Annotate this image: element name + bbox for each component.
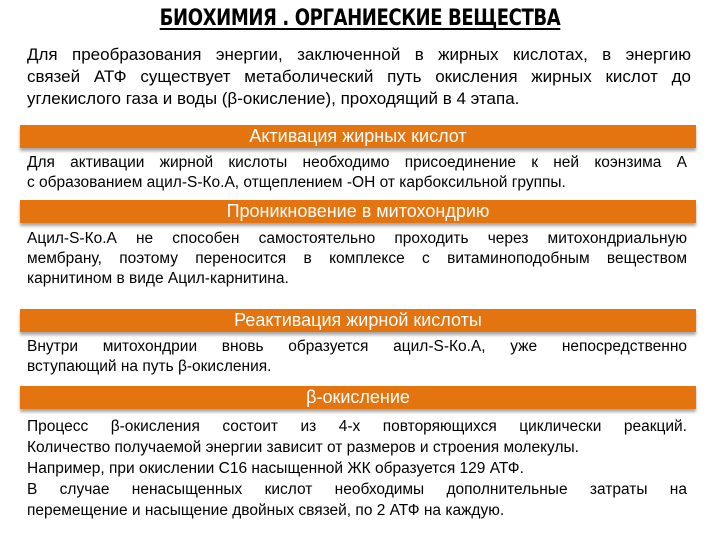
text-line: перемещение и насыщение двойных связей, по 2 АТФ на каждую.	[27, 502, 505, 519]
intro-paragraph	[27, 44, 691, 110]
text-line: Количество получаемой энергии зависит от размеров и строения молекулы.	[27, 439, 579, 456]
section-text-beta-oxidation	[27, 416, 687, 521]
section-text-activation	[27, 153, 687, 193]
intro-line: Для преобразования энергии, заключенной в жирных кислотах, в энергию	[27, 45, 691, 64]
text-line: В случае ненасыщенных кислот необходимы дополнительные затраты на	[27, 481, 687, 498]
section-heading-activation	[20, 125, 696, 148]
section-heading-text: Проникновение в митохондрию	[226, 201, 490, 221]
text-line: Ацил-S-Ко.А не способен самостоятельно проходить через митохондриальную	[27, 230, 687, 247]
section-heading-beta-oxidation	[20, 386, 696, 409]
section-heading-text: Реактивация жирной кислоты	[234, 310, 482, 330]
section-heading-text: Активация жирных кислот	[249, 126, 467, 146]
text-line: Процесс β-окисления состоит из 4-х повторяющихся циклически реакций.	[27, 418, 687, 435]
intro-line: связей АТФ существует метаболический путь окисления жирных кислот до	[27, 67, 691, 86]
text-line: вступающий на путь β-окисления.	[27, 358, 272, 375]
section-text-penetration	[27, 229, 687, 289]
section-heading-text: β-окисление	[306, 387, 410, 407]
text-line: Например, при окислении С16 насыщенной ЖК образуется 129 АТФ.	[27, 460, 524, 477]
section-heading-penetration	[20, 200, 696, 223]
text-line: Внутри митохондрии вновь образуется ацил-S-Ко.А, уже непосредственно	[27, 338, 687, 355]
text-line: Для активации жирной кислоты необходимо присоединение к ней коэнзима А	[27, 154, 687, 171]
text-line: мембрану, поэтому переносится в комплексе с витаминоподобным веществом	[27, 250, 687, 267]
page-title: БИОХИМИЯ . ОРГАНИЕСКИЕ ВЕЩЕСТВА	[159, 6, 561, 31]
section-text-reactivation	[27, 337, 687, 377]
text-line: с образованием ацил-S-Ко.А, отщеплением -ОН от карбоксильной группы.	[27, 174, 566, 191]
intro-line: углекислого газа и воды (β-окисление), проходящий в 4 этапа.	[27, 89, 520, 108]
section-heading-reactivation	[20, 309, 696, 332]
text-line: карнитином в виде Ацил-карнитина.	[27, 270, 289, 287]
